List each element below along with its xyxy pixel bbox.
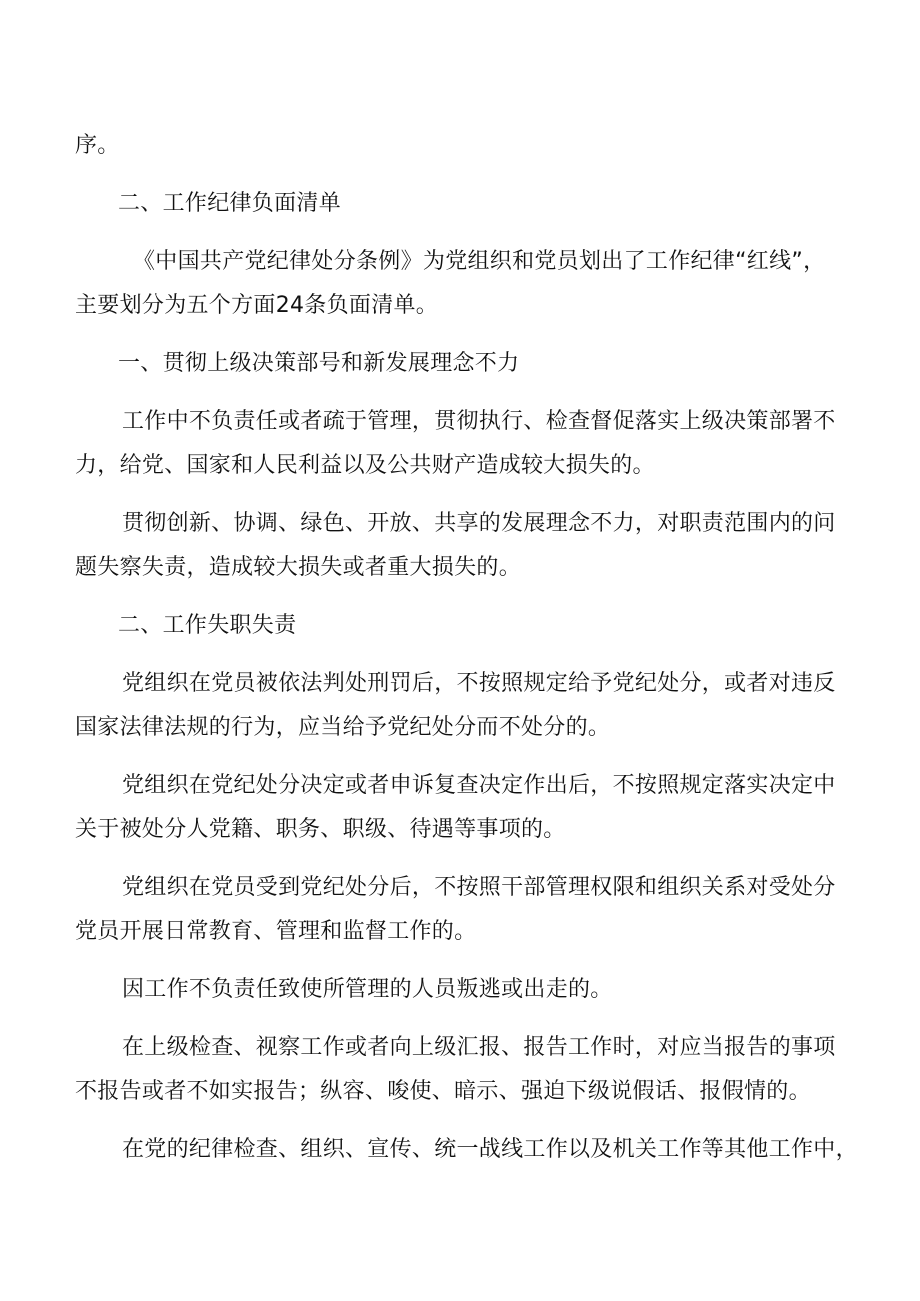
subsection-heading: 二、工作失职失责 (118, 613, 297, 638)
text-line: 《中国共产党纪律处分条例》为党组织和党员划出了工作纪律“红线”， (133, 249, 826, 274)
text-line: 关于被处分人党籍、职务、职级、待遇等事项的。 (75, 817, 566, 842)
text-line: 不报告或者不如实报告；纵容、唆使、暗示、强迫下级说假话、报假情的。 (75, 1079, 811, 1104)
text-line: 在党的纪律检查、组织、宣传、统一战线工作以及机关工作等其他工作中， (122, 1137, 858, 1162)
text-line: 国家法律法规的行为，应当给予党纪处分而不处分的。 (75, 715, 611, 740)
text-line: 在上级检查、视察工作或者向上级汇报、报告工作时，对应当报告的事项 (122, 1035, 836, 1060)
text-line: 工作中不负责任或者疏于管理，贯彻执行、检查督促落实上级决策部署不 (122, 409, 836, 434)
subsection-heading: 一、贯彻上级决策部号和新发展理念不力 (118, 351, 520, 376)
text-line: 党员开展日常教育、管理和监督工作的。 (75, 919, 477, 944)
text-line: 党组织在党员被依法判处刑罚后，不按照规定给予党纪处分，或者对违反 (122, 671, 836, 696)
text-line: 因工作不负责任致使所管理的人员叛逃或出走的。 (122, 977, 613, 1002)
text-line: 力，给党、国家和人民利益以及公共财产造成较大损失的。 (75, 453, 655, 478)
text-line: 贯彻创新、协调、绿色、开放、共享的发展理念不力，对职责范围内的问 (122, 511, 836, 536)
text-line: 序。 (75, 133, 120, 158)
section-heading: 二、工作纪律负面清单 (118, 191, 342, 216)
text-line: 主要划分为五个方面24条负面清单。 (75, 293, 439, 318)
text-line: 党组织在党员受到党纪处分后，不按照干部管理权限和组织关系对受处分 (122, 875, 836, 900)
text-line: 题失察失责，造成较大损失或者重大损失的。 (75, 555, 522, 580)
text-line: 党组织在党纪处分决定或者申诉复查决定作出后，不按照规定落实决定中 (122, 773, 836, 798)
